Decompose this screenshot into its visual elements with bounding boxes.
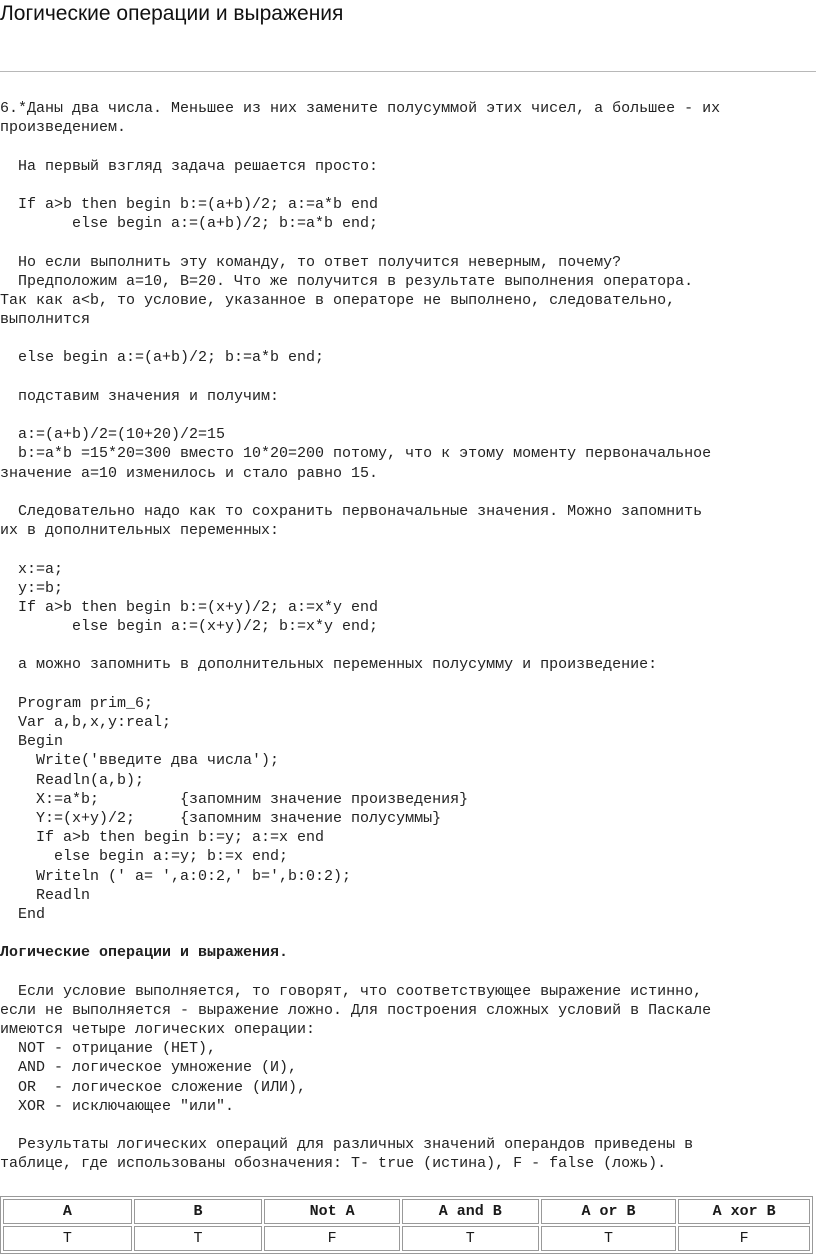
text-line: NOT - отрицание (НЕТ), — [0, 1040, 217, 1058]
blank-line — [0, 137, 816, 156]
text-line: else begin a:=(a+b)/2; b:=a*b end; — [0, 349, 325, 367]
text-line: произведением. — [0, 119, 127, 137]
text-line: Результаты логических операций для различных значений операндов приведены в — [0, 1136, 694, 1154]
blank-line — [0, 176, 816, 195]
table-cell: T — [3, 1226, 132, 1251]
text-line: если не выполняется - выражение ложно. Для построения сложных условий в Паскале — [0, 1001, 712, 1019]
table-cell: T — [134, 1226, 263, 1251]
text-line: If a>b then begin b:=(a+b)/2; a:=a*b end — [0, 195, 379, 213]
text-line: Readln — [0, 886, 91, 904]
table-header-cell: A — [3, 1199, 132, 1224]
table-cell: T — [402, 1226, 539, 1251]
table-header-row — [3, 1199, 810, 1224]
section-heading: Логические операции и выражения. — [0, 944, 289, 962]
table-cell: F — [678, 1226, 810, 1251]
blank-line — [0, 924, 816, 943]
text-line: их в дополнительных переменных: — [0, 522, 280, 540]
text-line: Readln(a,b); — [0, 771, 145, 789]
text-line: y:=b; — [0, 579, 64, 597]
text-line: Var a,b,x,y:real; — [0, 714, 172, 731]
document-body — [0, 99, 816, 1174]
text-line: На первый взгляд задача решается просто: — [0, 157, 379, 175]
blank-line — [0, 540, 816, 559]
text-line: Writeln (' a= ',a:0:2,' b=',b:0:2); — [0, 867, 352, 885]
blank-line — [0, 1116, 816, 1135]
text-line: выполнится — [0, 311, 91, 329]
text-line: XOR - исключающее "или". — [0, 1097, 235, 1115]
text-line: Но если выполнить эту команду, то ответ получится неверным, почему? — [0, 253, 622, 271]
text-line: Program prim_6; — [0, 694, 154, 712]
table-header-cell: A or B — [541, 1199, 677, 1224]
table-row — [3, 1226, 810, 1251]
table-cell: F — [264, 1226, 400, 1251]
text-line: X:=a*b; {запомним значение произведения} — [0, 790, 469, 808]
text-line: Begin — [0, 733, 64, 751]
table-cell: T — [541, 1226, 677, 1251]
text-line: Предположим а=10, В=20. Что же получится в результате выполнения оператора. — [0, 272, 694, 290]
text-line: а можно запомнить в дополнительных переменных полусумму и произведение: — [0, 656, 658, 674]
blank-line — [0, 233, 816, 252]
text-line: else begin a:=y; b:=x end; — [0, 848, 289, 866]
text-line: Если условие выполняется, то говорят, что соответствующее выражение истинно, — [0, 982, 703, 1000]
title-divider — [0, 71, 816, 72]
logic-truth-table — [0, 1196, 813, 1254]
text-line: Так как a<b, то условие, указанное в операторе не выполнено, следовательно, — [0, 291, 676, 309]
page-title: Логические операции и выражения — [0, 2, 344, 25]
text-line: AND - логическое умножение (И), — [0, 1059, 298, 1077]
text-line: Следовательно надо как то сохранить первоначальные значения. Можно запомнить — [0, 502, 703, 520]
text-line: End — [0, 905, 46, 923]
blank-line — [0, 962, 816, 981]
text-line: значение a=10 изменилось и стало равно 15. — [0, 464, 379, 482]
text-line: else begin a:=(x+y)/2; b:=x*y end; — [0, 618, 379, 636]
text-line: x:=a; — [0, 560, 64, 578]
table-header-cell: A and B — [402, 1199, 539, 1224]
text-line: подставим значения и получим: — [0, 387, 280, 405]
table-header-cell: A xor B — [678, 1199, 810, 1224]
blank-line — [0, 329, 816, 348]
blank-line — [0, 636, 816, 655]
blank-line — [0, 483, 816, 502]
text-line: else begin a:=(a+b)/2; b:=a*b end; — [0, 215, 379, 233]
text-line: a:=(a+b)/2=(10+20)/2=15 — [0, 426, 226, 444]
table-header-cell: B — [134, 1199, 263, 1224]
text-line: имеются четыре логических операции: — [0, 1021, 316, 1038]
text-line: If a>b then begin b:=(x+y)/2; a:=x*y end — [0, 598, 379, 616]
text-line: OR - логическое сложение (ИЛИ), — [0, 1078, 307, 1096]
text-line: If a>b then begin b:=y; a:=x end — [0, 829, 325, 847]
blank-line — [0, 368, 816, 387]
text-line: 6.*Даны два числа. Меньшее из них замените полусуммой этих чисел, а большее - их — [0, 100, 721, 117]
blank-line — [0, 675, 816, 694]
text-line: b:=a*b =15*20=300 вместо 10*20=200 потому, что к этому моменту первоначальное — [0, 445, 712, 463]
text-line: Write('введите два числа'); — [0, 752, 280, 770]
table-header-cell: Not A — [264, 1199, 400, 1224]
blank-line — [0, 406, 816, 425]
text-line: Y:=(x+y)/2; {запомним значение полусуммы} — [0, 809, 442, 827]
text-line: таблице, где использованы обозначения: Т- true (истина), F - false (ложь). — [0, 1155, 667, 1173]
